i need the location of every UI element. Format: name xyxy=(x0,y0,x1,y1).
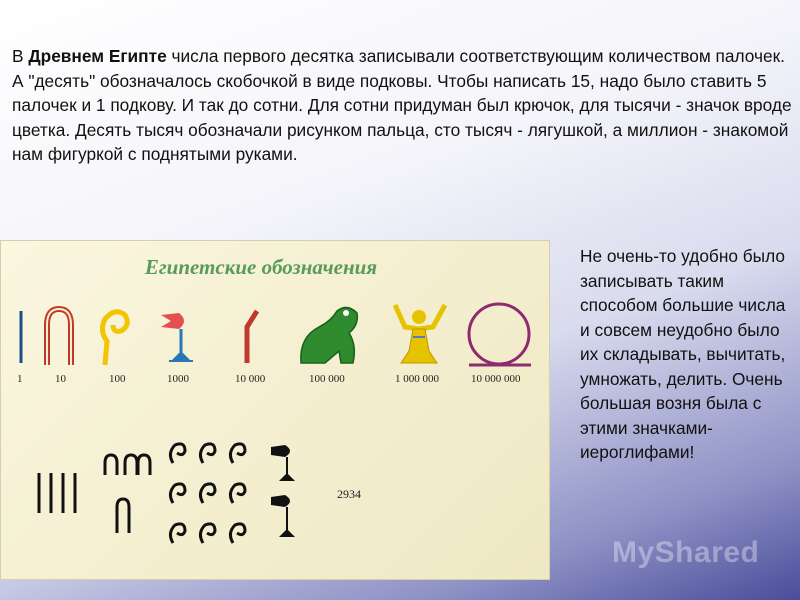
frog-glyph-icon xyxy=(301,307,358,363)
label-10: 10 xyxy=(55,373,66,385)
label-10000: 10 000 xyxy=(235,373,266,385)
example-2934-group xyxy=(39,444,245,543)
label-1000: 1000 xyxy=(167,373,189,385)
coil-rope-glyph-icon xyxy=(102,312,127,365)
intro-lead: В xyxy=(12,46,29,66)
heel-bone-glyph-icon xyxy=(47,309,71,365)
panel-title: Египетские обозначения xyxy=(144,255,378,279)
intro-bold: Древнем Египте xyxy=(28,46,167,66)
label-1: 1 xyxy=(17,373,23,385)
finger-glyph-icon xyxy=(247,311,257,363)
label-1000000: 1 000 000 xyxy=(395,373,439,385)
god-heh-glyph-icon xyxy=(395,305,445,363)
egyptian-numerals-panel xyxy=(0,240,550,580)
example-lotus-group xyxy=(271,445,295,537)
label-100: 100 xyxy=(109,373,126,385)
label-10000000: 10 000 000 xyxy=(471,373,521,385)
watermark-logo xyxy=(612,536,759,570)
ring-glyph-icon xyxy=(469,304,531,365)
glyphs-svg xyxy=(1,241,549,579)
intro-text: числа первого десятка записывали соответствующим количеством палочек. А "десять" обозначалось скобочкой в виде подковы. Чтобы написать 15, надо было ставить 5 палочек и 1 подкову. И так до сотни. Для сотни придуман был крючок, для тысячи - значок вроде цветка. Десять тысяч обозначали рисунком пальца, сто тысяч - лягушкой, а миллион - знакомой нам фигуркой с поднятыми руками. xyxy=(12,46,792,164)
lotus-glyph-icon xyxy=(161,313,193,361)
label-100000: 100 000 xyxy=(309,373,345,385)
watermark-text: MyShared xyxy=(612,536,760,569)
side-paragraph: Не очень-то удобно было записывать таким способом большие числа и совсем неудобно было их складывать, вычитать, умножать, делить. Очень большая возня была с этими значками-иероглифами! xyxy=(580,246,786,462)
example-value: 2934 xyxy=(337,487,361,501)
intro-paragraph xyxy=(12,44,792,167)
